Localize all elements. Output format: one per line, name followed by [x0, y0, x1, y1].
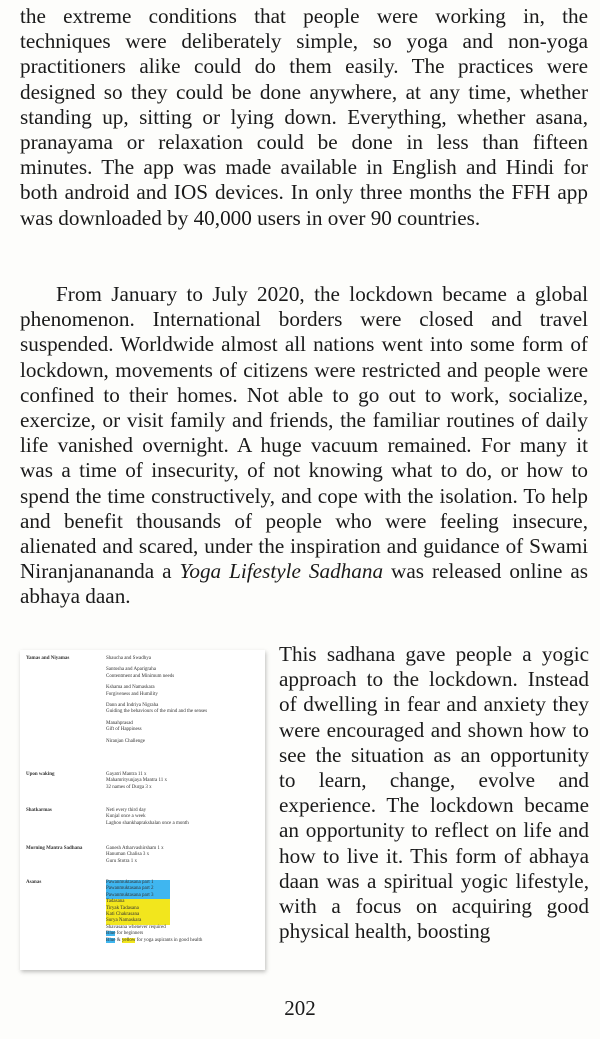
- asana-item-yellow: Tadasana: [106, 899, 170, 905]
- table-item: Manahprasad: [106, 720, 133, 726]
- legend-yellow: yellow: [121, 937, 136, 943]
- table-item: Shaucha and Swadhya: [106, 656, 151, 661]
- paragraph-2: [20, 282, 588, 610]
- category-waking: Upon waking: [26, 772, 55, 777]
- category-asanas: Asanas: [26, 880, 42, 885]
- table-item: Mahamrityunjaya Mantra 11 x: [106, 778, 168, 784]
- asana-item-blue: Pawanmuktasana part 3: [106, 893, 170, 899]
- paragraph-2-end: was released online as abhaya daan.: [20, 559, 588, 609]
- legend-aspirants: [106, 938, 256, 944]
- legend-amp: &: [115, 937, 122, 943]
- paragraph-2-text: From January to July 2020, the lockdown became a global phenomenon. International borders were closed and travel suspended. Worldwide almost all nations went into some form of lockdown, movements of citizens were restricted and people were confined to their homes. Not able to go out to work, socialize, exercize, or visit family and friends, the familiar routines of daily life vanished overnight. A huge vacuum remained. For many it was a time of insecurity, of not knowing what to do, or how to spend the time constructively, and cope with the isolation. To help and benefit thousands of people who were feeling insecure, alienated and scared, under the inspiration and guidance of Swami Niranjanananda a: [20, 282, 588, 584]
- table-item: Guiding the behaviours of the mind and the senses: [106, 709, 208, 715]
- paragraph-3: This sadhana gave people a yogic approach to the lockdown. Instead of dwelling in fear and anxiety they were encouraged and shown how to see the situation as an opportunity to learn, change, evolve and experience. The lockdown became an opportunity to reflect on life and how to live it. This form of abhaya daan was a spiritual yogic lifestyle, with a focus on acquiring good physical health, boosting: [279, 642, 589, 944]
- legend-text: for yoga aspirants in good health: [135, 937, 203, 943]
- legend-blue: Blue: [106, 931, 116, 937]
- table-item: Gift of Happiness: [106, 727, 142, 733]
- table-item: Neti every third day: [106, 808, 147, 813]
- table-item: Dann and Indriya Nigraha: [106, 703, 159, 709]
- table-item: Guru Stotra 1 x: [106, 858, 137, 864]
- table-item: Gayatri Mantra 11 x: [106, 772, 147, 777]
- table-item: Kunjal once a week: [106, 814, 146, 820]
- yoga-lifestyle-sadhana-title: Yoga Lifestyle Sadhana: [179, 559, 384, 584]
- category-shatkarmas: Shatkarmas: [26, 808, 52, 813]
- asana-item-yellow: Surya Namaskara: [106, 918, 170, 924]
- table-item: Santosha and Aparigraha: [106, 667, 156, 673]
- asana-item-blue: Pawanmuktasana part 2: [106, 886, 170, 892]
- sadhana-schedule-table: [20, 650, 265, 970]
- page-number: 202: [284, 996, 316, 1020]
- table-item: Niranjan Challenge: [106, 738, 146, 744]
- items-asanas: [106, 880, 256, 944]
- items-yamas: [106, 656, 256, 745]
- asana-item-yellow: Tiryak Tadasana: [106, 906, 170, 912]
- asana-item: Shavasana whenever required: [106, 924, 166, 930]
- items-waking: [106, 772, 256, 791]
- asana-item-blue: Pawanmuktasana part 1: [106, 880, 170, 886]
- legend-text: for beginners: [115, 931, 144, 937]
- table-item: Kshama and Namaskara: [106, 685, 155, 691]
- paragraph-1: the extreme conditions that people were working in, the techniques were deliberately simple, so yoga and non-yoga practitioners alike could do them easily. The practices were designed so they could be done anywhere, at any time, whether standing up, sitting or lying down. Everything, whether asana, pranayama or relaxation could be done in less than fifteen minutes. The app was made available in English and Hindi for both android and IOS devices. In only three months the FFH app was downloaded by 40,000 users in over 90 countries.: [20, 4, 588, 230]
- table-item: Forgiveness and Humility: [106, 691, 158, 697]
- legend-blue: Blue: [106, 937, 116, 943]
- items-shatkarmas: [106, 808, 256, 827]
- table-item: 32 names of Durga 3 x: [106, 784, 152, 790]
- asana-item-yellow: Kati Chakrasana: [106, 912, 170, 918]
- category-yamas: Yamas and Niyamas: [26, 656, 70, 661]
- items-mantra: [106, 846, 256, 865]
- category-mantra: Morning Mantra Sadhana: [26, 846, 83, 851]
- table-item: Contentment and Minimum needs: [106, 673, 175, 679]
- table-item: Ganesh Atharvashirsham 1 x: [106, 846, 164, 851]
- table-item: Hanuman Chalisa 3 x: [106, 852, 150, 858]
- table-item: Laghoo shankhaprakshalan once a month: [106, 820, 189, 826]
